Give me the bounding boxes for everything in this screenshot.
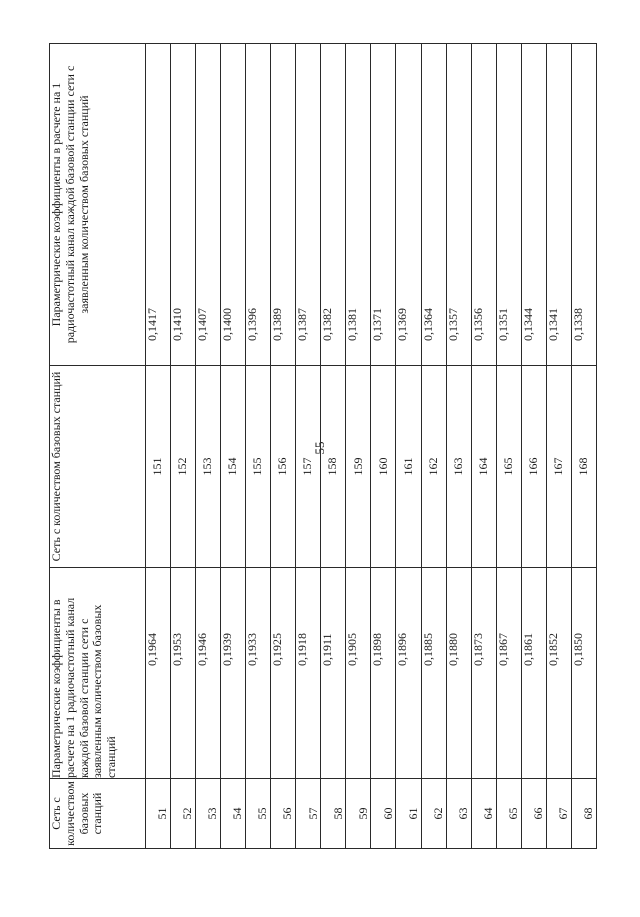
coefficient-cell: 0,1351 [496, 44, 521, 366]
station-count-cell: 66 [521, 779, 546, 849]
station-count-cell: 155 [246, 366, 271, 568]
station-count-cell: 51 [146, 779, 171, 849]
station-count-cell: 163 [446, 366, 471, 568]
table-row [296, 44, 321, 849]
station-count-cell: 153 [196, 366, 221, 568]
coefficient-cell: 0,1880 [446, 568, 471, 779]
coefficient-cell: 0,1338 [571, 44, 596, 366]
station-count-cell: 62 [421, 779, 446, 849]
station-count-cell: 160 [371, 366, 396, 568]
coefficient-cell: 0,1410 [171, 44, 196, 366]
table-row [271, 44, 296, 849]
table-header-row [50, 44, 146, 849]
coefficient-cell: 0,1344 [521, 44, 546, 366]
station-count-cell: 164 [471, 366, 496, 568]
coefficient-cell: 0,1852 [546, 568, 571, 779]
coefficient-cell: 0,1356 [471, 44, 496, 366]
coefficient-cell: 0,1905 [346, 568, 371, 779]
coefficient-cell: 0,1400 [221, 44, 246, 366]
coefficient-cell: 0,1946 [196, 568, 221, 779]
coefficient-cell: 0,1933 [246, 568, 271, 779]
table-row [321, 44, 346, 849]
station-count-cell: 54 [221, 779, 246, 849]
table-row [421, 44, 446, 849]
header-network-count-1: Сеть с количеством базовых станций [50, 779, 146, 849]
rotated-table-container [49, 44, 597, 849]
station-count-cell: 159 [346, 366, 371, 568]
coefficient-cell: 0,1939 [221, 568, 246, 779]
station-count-cell: 156 [271, 366, 296, 568]
station-count-cell: 60 [371, 779, 396, 849]
coefficient-cell: 0,1964 [146, 568, 171, 779]
coefficient-cell: 0,1911 [321, 568, 346, 779]
table-row [396, 44, 421, 849]
coefficient-cell: 0,1364 [421, 44, 446, 366]
station-count-cell: 67 [546, 779, 571, 849]
coefficient-cell: 0,1382 [321, 44, 346, 366]
station-count-cell: 162 [421, 366, 446, 568]
station-count-cell: 152 [171, 366, 196, 568]
coefficient-cell: 0,1369 [396, 44, 421, 366]
coefficient-cell: 0,1341 [546, 44, 571, 366]
coefficient-cell: 0,1417 [146, 44, 171, 366]
station-count-cell: 161 [396, 366, 421, 568]
station-count-cell: 167 [546, 366, 571, 568]
station-count-cell: 52 [171, 779, 196, 849]
station-count-cell: 68 [571, 779, 596, 849]
station-count-cell: 59 [346, 779, 371, 849]
station-count-cell: 65 [496, 779, 521, 849]
table-row [521, 44, 546, 849]
table-row [571, 44, 596, 849]
station-count-cell: 55 [246, 779, 271, 849]
coefficient-cell: 0,1850 [571, 568, 596, 779]
station-count-cell: 53 [196, 779, 221, 849]
table-row [546, 44, 571, 849]
coefficient-cell: 0,1389 [271, 44, 296, 366]
table-row [496, 44, 521, 849]
page-number: 55 [312, 441, 327, 455]
header-coefficients-1: Параметрические коэффициенты в расчете на 1 радиочастотный канал каждой базовой станции сети с заявленным количеством базовых станций [50, 568, 146, 779]
station-count-cell: 58 [321, 779, 346, 849]
coefficient-cell: 0,1953 [171, 568, 196, 779]
table-row [446, 44, 471, 849]
table-body [146, 44, 597, 849]
table-row [371, 44, 396, 849]
table-row [346, 44, 371, 849]
station-count-cell: 157 [296, 366, 321, 568]
table-row [471, 44, 496, 849]
station-count-cell: 63 [446, 779, 471, 849]
station-count-cell: 154 [221, 366, 246, 568]
coefficient-cell: 0,1357 [446, 44, 471, 366]
coefficient-cell: 0,1925 [271, 568, 296, 779]
coefficient-cell: 0,1381 [346, 44, 371, 366]
table-row [246, 44, 271, 849]
coefficient-cell: 0,1896 [396, 568, 421, 779]
table-row [146, 44, 171, 849]
station-count-cell: 61 [396, 779, 421, 849]
header-coefficients-2: Параметрические коэффициенты в расчете на 1 радиочастотный канал каждой базовой станции сети с заявленным количеством базовых станций [50, 44, 146, 366]
table-row [196, 44, 221, 849]
header-network-count-2: Сеть с количеством базовых станций [50, 366, 146, 568]
station-count-cell: 166 [521, 366, 546, 568]
coefficient-cell: 0,1387 [296, 44, 321, 366]
coefficient-cell: 0,1396 [246, 44, 271, 366]
station-count-cell: 168 [571, 366, 596, 568]
coefficient-cell: 0,1918 [296, 568, 321, 779]
coefficient-cell: 0,1371 [371, 44, 396, 366]
coefficient-cell: 0,1407 [196, 44, 221, 366]
coefficient-cell: 0,1873 [471, 568, 496, 779]
station-count-cell: 57 [296, 779, 321, 849]
station-count-cell: 158 [321, 366, 346, 568]
table-row [171, 44, 196, 849]
station-count-cell: 151 [146, 366, 171, 568]
coefficient-cell: 0,1861 [521, 568, 546, 779]
station-count-cell: 64 [471, 779, 496, 849]
station-count-cell: 165 [496, 366, 521, 568]
coefficients-table [49, 43, 597, 849]
coefficient-cell: 0,1867 [496, 568, 521, 779]
station-count-cell: 56 [271, 779, 296, 849]
coefficient-cell: 0,1885 [421, 568, 446, 779]
table-row [221, 44, 246, 849]
coefficient-cell: 0,1898 [371, 568, 396, 779]
